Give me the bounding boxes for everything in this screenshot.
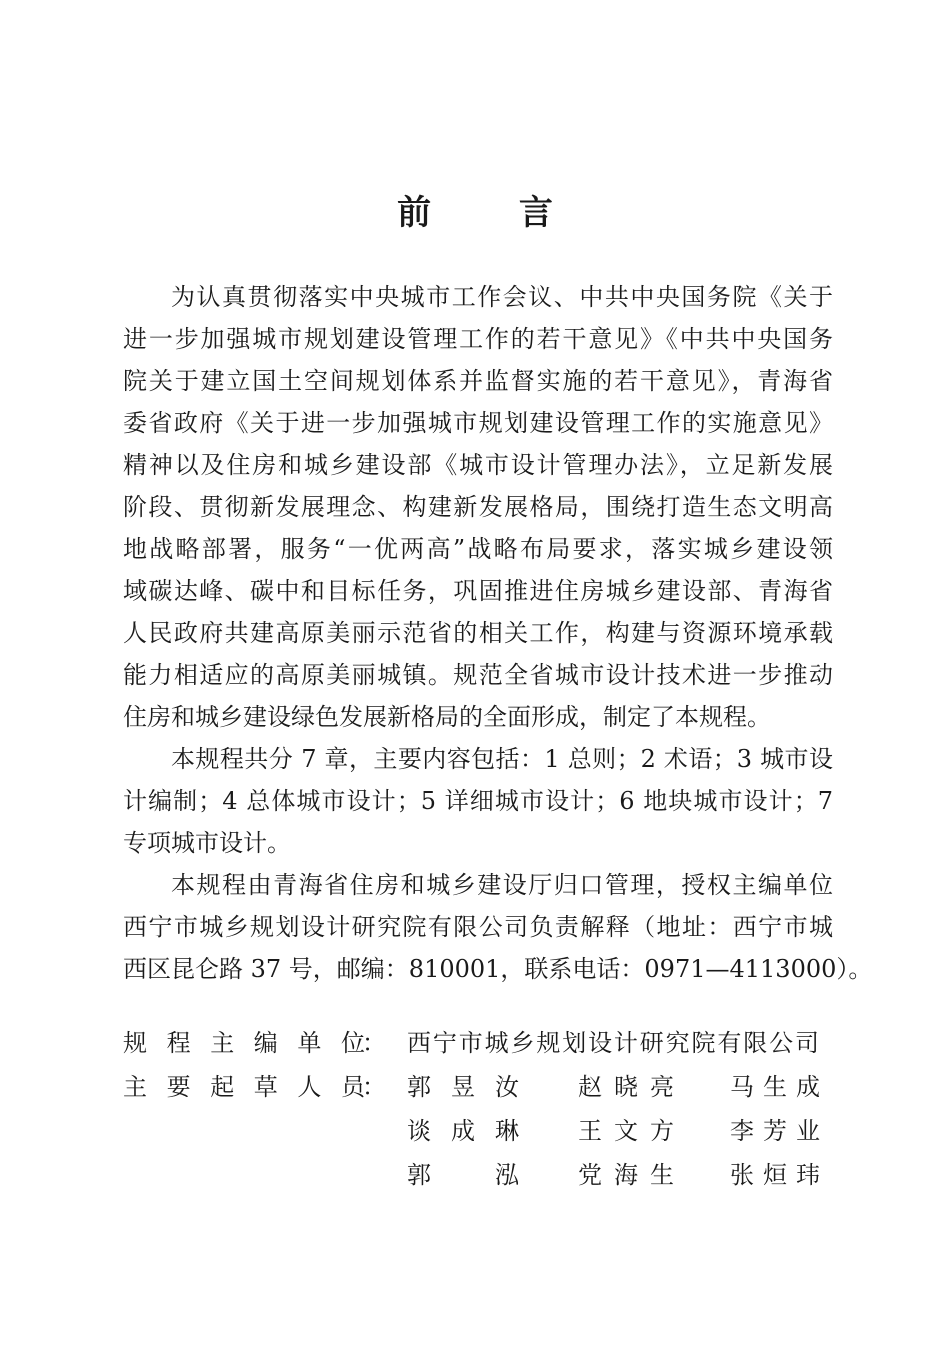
text-line: 专项城市设计。 [123, 829, 291, 857]
page-title: 前 言 [397, 193, 591, 233]
drafter-name: 赵晓亮 [578, 1073, 674, 1101]
text-line: 西区昆仑路 37 号，邮编：810001，联系电话：0971—4113000）。 [123, 955, 873, 983]
text-line: 域碳达峰、碳中和目标任务，巩固推进住房城乡建设部、青海省 [123, 577, 833, 605]
text-line: 院关于建立国土空间规划体系并监督实施的若干意见》，青海省 [123, 367, 833, 395]
drafter-name: 马生成 [730, 1073, 820, 1101]
text-line: 进一步加强城市规划建设管理工作的若干意见》《中共中央国务 [123, 325, 833, 353]
drafter-name: 郭昱汝 [407, 1073, 519, 1101]
drafter-name: 郭泓 [407, 1161, 519, 1189]
text-line: 西宁市城乡规划设计研究院有限公司负责解释（地址：西宁市城 [123, 913, 833, 941]
text-line: 住房和城乡建设绿色发展新格局的全面形成，制定了本规程。 [123, 703, 771, 731]
chief-unit-label: 规程主编单位 [123, 1029, 365, 1057]
drafters-label: 主要起草人员 [123, 1073, 365, 1101]
drafter-name: 王文方 [578, 1117, 674, 1145]
drafter-name: 谈成琳 [407, 1117, 519, 1145]
text-line: 计编制；4 总体城市设计；5 详细城市设计；6 地块城市设计；7 [123, 787, 833, 815]
drafter-name: 李芳业 [730, 1117, 820, 1145]
drafter-name: 党海生 [578, 1161, 674, 1189]
text-line: 精神以及住房和城乡建设部《城市设计管理办法》，立足新发展 [123, 451, 833, 479]
colon: ： [362, 1073, 386, 1101]
text-line: 阶段、贯彻新发展理念、构建新发展格局，围绕打造生态文明高 [123, 493, 833, 521]
text-line: 本规程由青海省住房和城乡建设厅归口管理，授权主编单位 [171, 871, 833, 899]
text-line: 本规程共分 7 章，主要内容包括：1 总则；2 术语；3 城市设 [171, 745, 833, 773]
drafter-name: 张烜玮 [730, 1161, 820, 1189]
text-line: 能力相适应的高原美丽城镇。规范全省城市设计技术进一步推动 [123, 661, 833, 689]
colon: ： [362, 1029, 386, 1057]
text-line: 委省政府《关于进一步加强城市规划建设管理工作的实施意见》 [123, 409, 833, 437]
text-line: 为认真贯彻落实中央城市工作会议、中共中央国务院《关于 [171, 283, 833, 311]
text-line: 人民政府共建高原美丽示范省的相关工作，构建与资源环境承载 [123, 619, 833, 647]
text-line: 地战略部署，服务“一优两高”战略布局要求，落实城乡建设领 [123, 535, 833, 563]
chief-unit-name: 西宁市城乡规划设计研究院有限公司 [407, 1029, 819, 1057]
